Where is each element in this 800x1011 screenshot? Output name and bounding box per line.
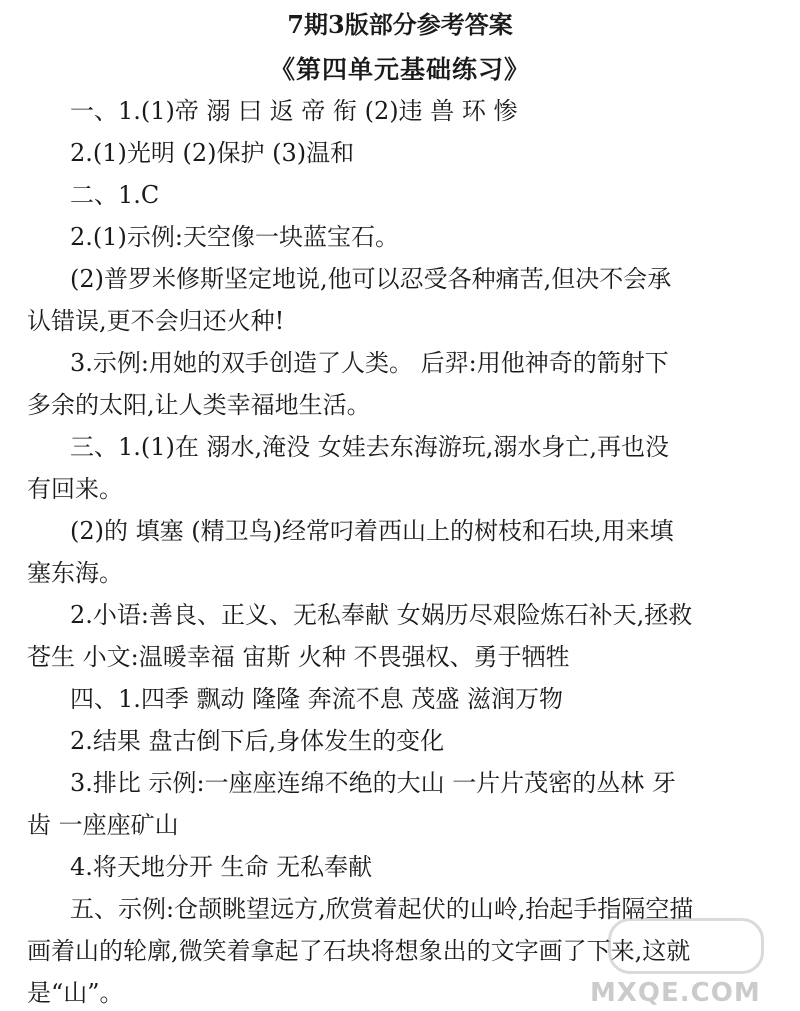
answer-line: 三、1.(1)在 溺水,淹没 女娃去东海游玩,溺水身亡,再也没 — [70, 433, 670, 461]
answer-line: 认错误,更不会归还火种! — [27, 307, 285, 335]
answer-line: 2.结果 盘古倒下后,身体发生的变化 — [70, 727, 445, 755]
answer-line: 四、1.四季 飘动 隆隆 奔流不息 茂盛 滋润万物 — [70, 685, 564, 713]
answer-line: 有回来。 — [27, 475, 123, 503]
answer-line: 多余的太阳,让人类幸福地生活。 — [27, 391, 371, 419]
answer-line: 二、1.C — [70, 181, 160, 209]
issue-heading: 7期3版部分参考答案 — [287, 10, 513, 39]
answer-line: 4.将天地分开 生命 无私奉献 — [70, 853, 373, 881]
answer-line: (2)普罗米修斯坚定地说,他可以忍受各种痛苦,但决不会承 — [70, 265, 672, 293]
answer-line: 塞东海。 — [27, 559, 123, 587]
answer-line: 3.排比 示例:一座座连绵不绝的大山 一片片茂密的丛林 牙 — [70, 769, 676, 797]
watermark-text: MXQE.COM — [590, 978, 761, 1008]
answer-line: 齿 一座座矿山 — [27, 811, 179, 839]
answer-line: 2.(1)示例:天空像一块蓝宝石。 — [70, 223, 399, 251]
answer-line: 3.示例:用她的双手创造了人类。 后羿:用他神奇的箭射下 — [70, 349, 669, 377]
answer-line: 画着山的轮廓,微笑着拿起了石块将想象出的文字画了下来,这就 — [27, 937, 691, 965]
answer-line: 2.(1)光明 (2)保护 (3)温和 — [70, 139, 355, 167]
unit-heading: 《第四单元基础练习》 — [269, 55, 530, 84]
answer-line: 苍生 小文:温暖幸福 宙斯 火种 不畏强权、勇于牺牲 — [27, 643, 570, 671]
answer-line: (2)的 填塞 (精卫鸟)经常叼着西山上的树枝和石块,用来填 — [70, 517, 674, 545]
answer-line: 一、1.(1)帝 溺 曰 返 帝 衔 (2)违 兽 环 惨 — [70, 97, 518, 125]
answer-line: 2.小语:善良、正义、无私奉献 女娲历尽艰险炼石补天,拯救 — [70, 601, 693, 629]
answer-line: 五、示例:仓颉眺望远方,欣赏着起伏的山岭,抬起手指隔空描 — [70, 895, 694, 923]
answer-line: 是“山”。 — [27, 979, 124, 1007]
